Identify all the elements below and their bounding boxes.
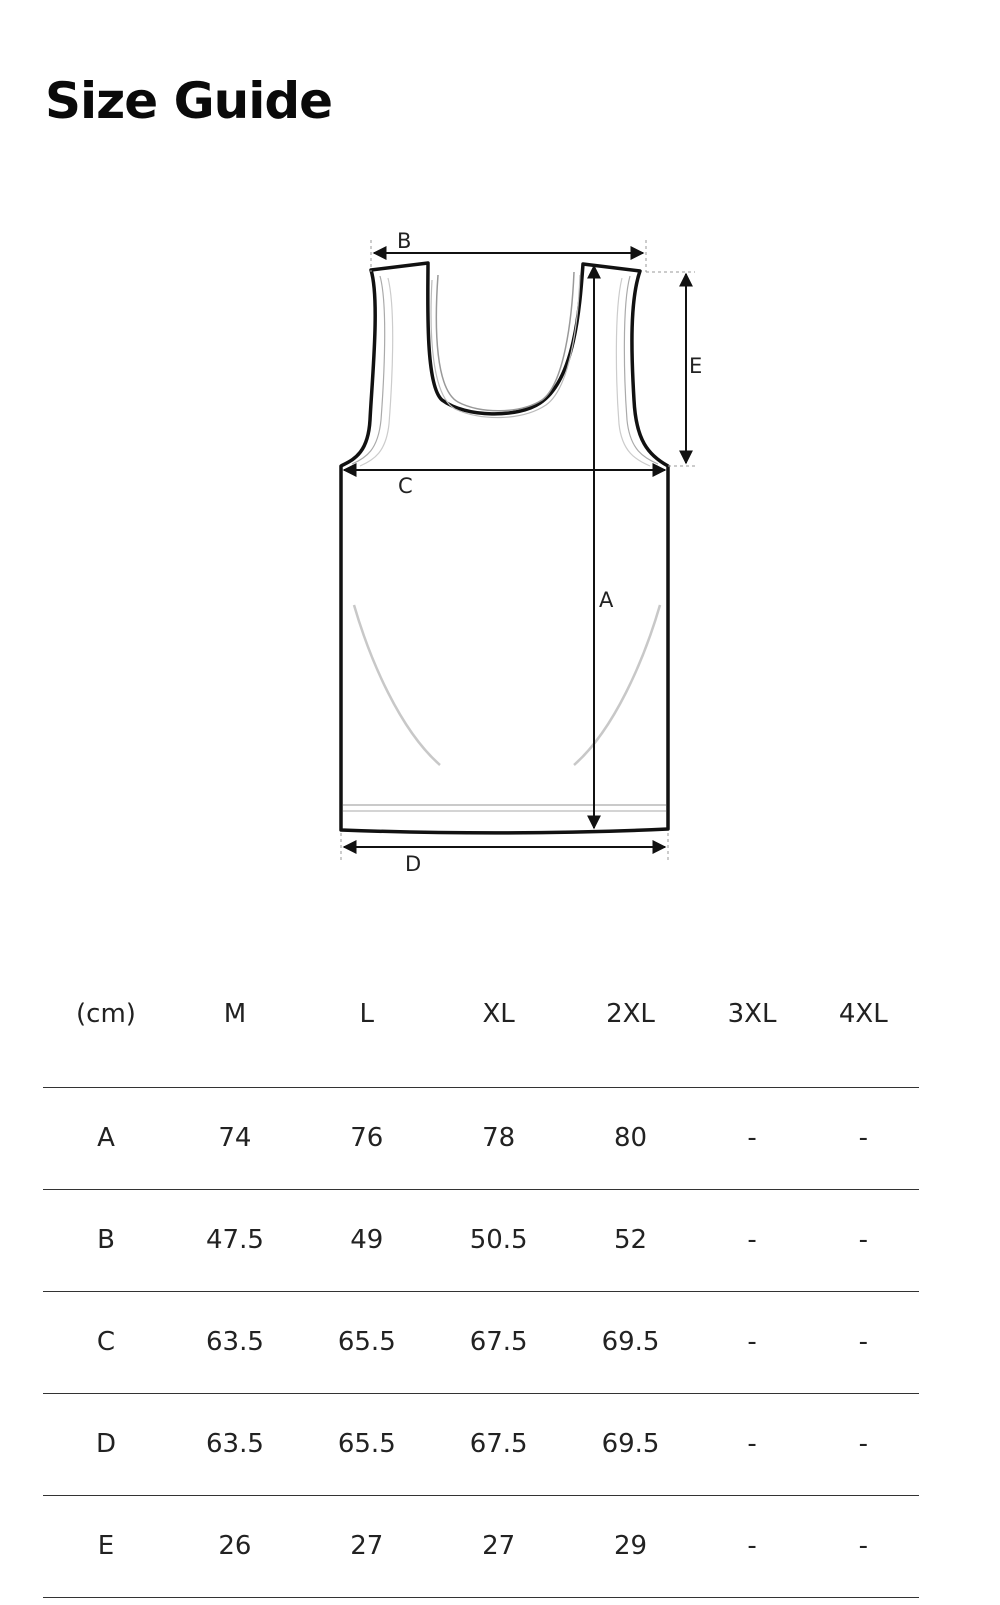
table-cell: - [747,1531,757,1561]
table-cell: 65.5 [337,1327,396,1357]
table-row [43,1495,919,1597]
table-cell: 63.5 [205,1429,264,1459]
table-row [43,1189,919,1291]
table-cell: 47.5 [205,1225,264,1255]
table-cell: 27 [482,1531,516,1561]
table-cell: - [858,1123,868,1153]
table-cell: - [747,1429,757,1459]
row-label: C [96,1327,116,1357]
table-cell: - [747,1123,757,1153]
dimension-a-label: A [599,588,614,612]
table-cell: 52 [613,1225,648,1255]
page-title: Size Guide [45,72,333,130]
dimension-c-label: C [398,474,413,498]
table-cell: 65.5 [337,1429,396,1459]
table-cell: - [747,1225,757,1255]
table-cell: 67.5 [469,1429,528,1459]
dimension-e-label: E [689,354,703,378]
table-cell: 76 [350,1123,384,1153]
table-cell: 69.5 [601,1327,660,1357]
table-row [43,1393,919,1495]
size-header-3xl: 3XL [727,999,777,1029]
size-table [43,985,919,1598]
size-header-xl: XL [482,999,515,1029]
tank-top-outline [341,263,668,833]
table-cell: 29 [613,1531,648,1561]
table-cell: - [858,1327,868,1357]
table-cell: - [858,1225,868,1255]
row-label: D [95,1429,117,1459]
row-label: A [97,1123,115,1153]
size-header-l: L [359,999,375,1029]
table-row [43,1087,919,1189]
table-cell: 69.5 [601,1429,660,1459]
unit-header: (cm) [76,999,136,1029]
dimension-d-label: D [405,852,422,876]
table-cell: 78 [482,1123,516,1153]
size-header-4xl: 4XL [838,999,888,1029]
table-cell: 26 [218,1531,252,1561]
table-cell: - [858,1531,868,1561]
dimension-b-label: B [397,229,412,253]
row-label: B [97,1225,115,1255]
table-cell: 80 [613,1123,648,1153]
table-cell: - [747,1327,757,1357]
size-header-m: M [223,999,247,1029]
table-row [43,1291,919,1393]
table-cell: 74 [218,1123,252,1153]
size-header-row [43,985,919,1087]
table-cell: 67.5 [469,1327,528,1357]
table-cell: - [858,1429,868,1459]
row-label: E [97,1531,115,1561]
table-cell: 27 [350,1531,384,1561]
table-cell: 49 [350,1225,384,1255]
table-cell: 50.5 [469,1225,528,1255]
table-cell: 63.5 [205,1327,264,1357]
size-header-2xl: 2XL [606,999,655,1029]
